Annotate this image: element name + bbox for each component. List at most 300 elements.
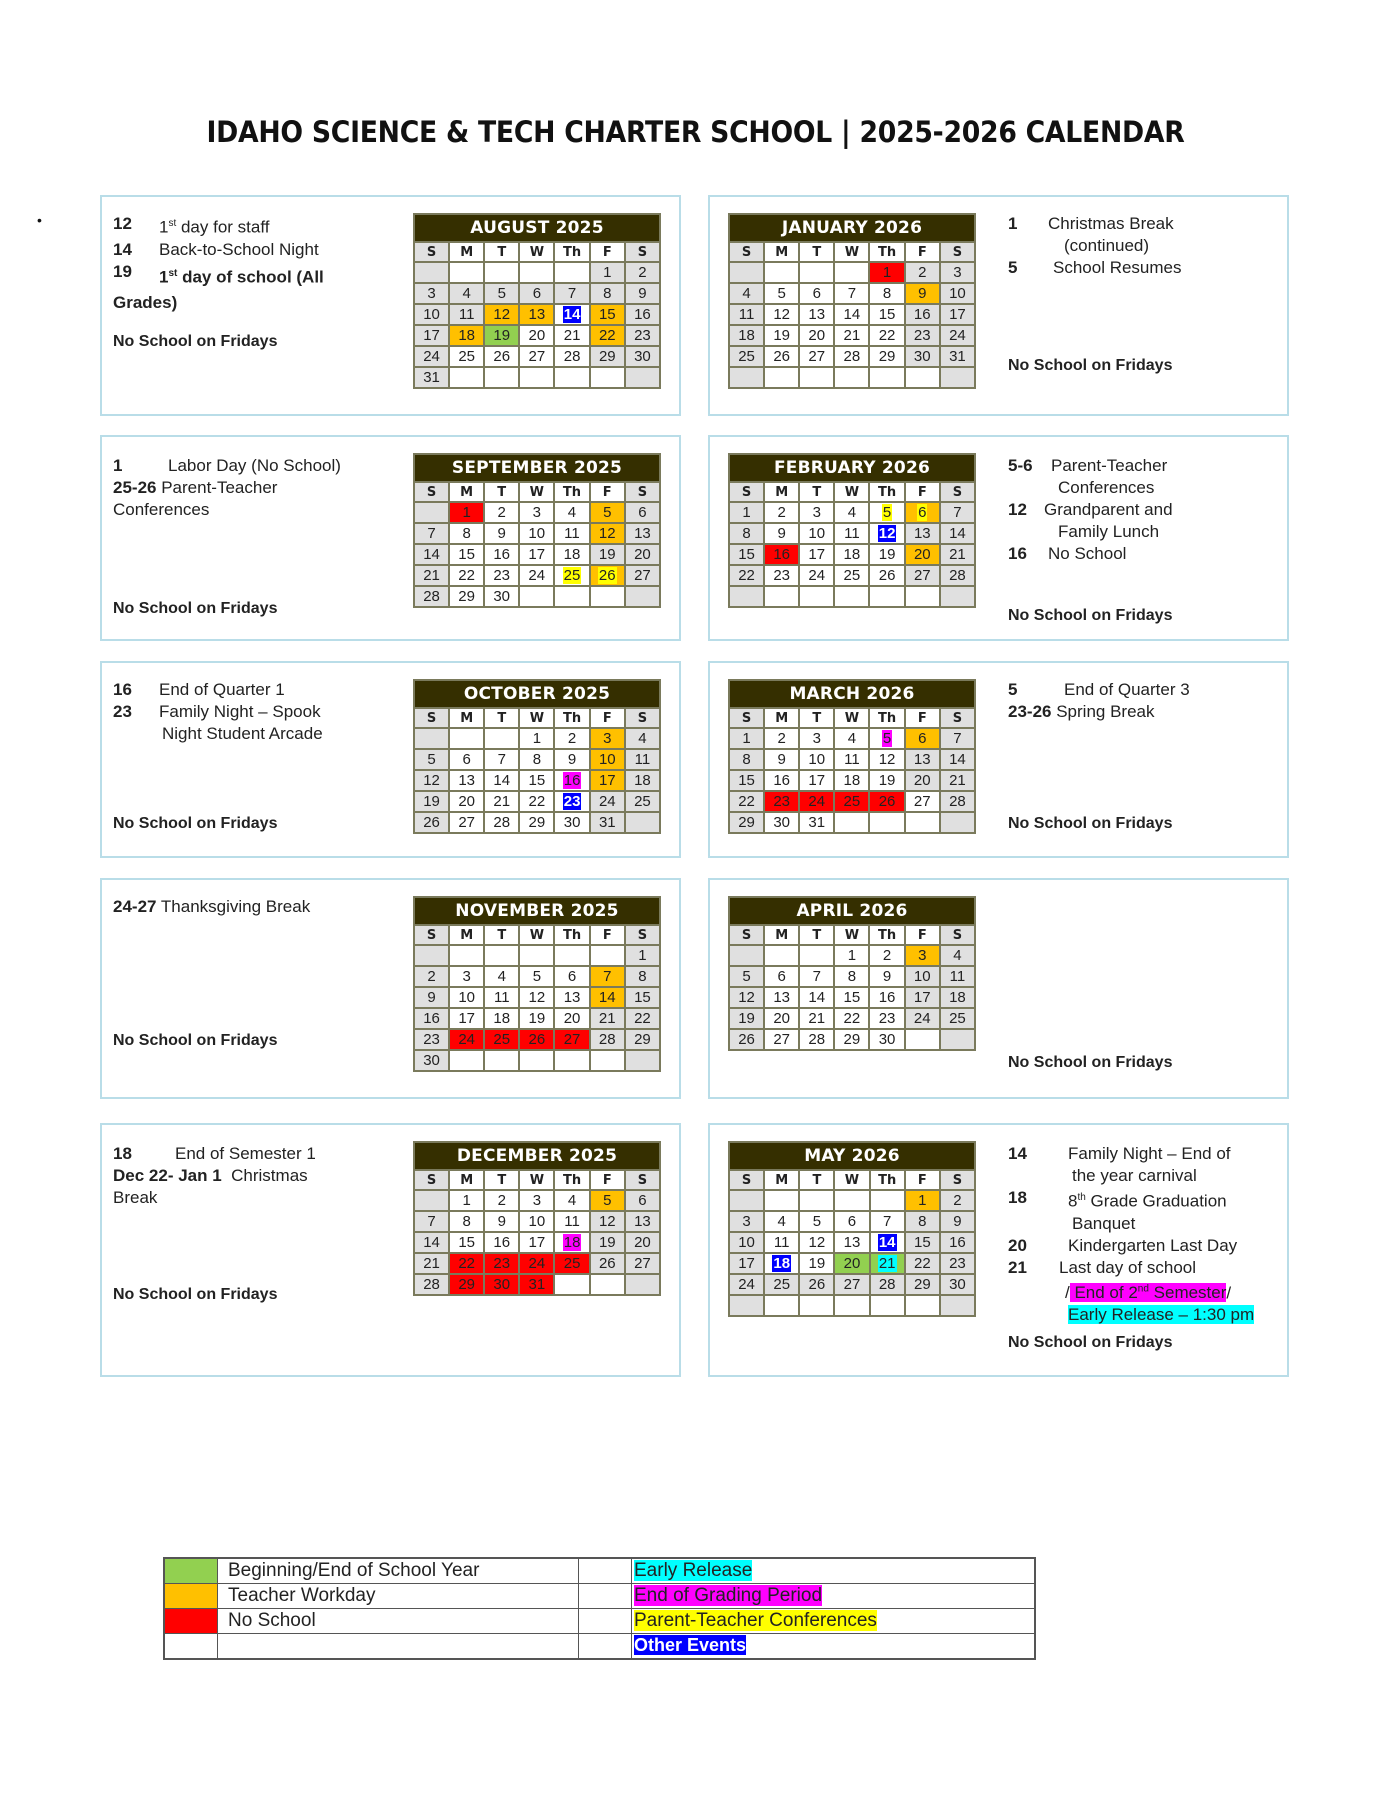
note-date: 18 [113, 1144, 132, 1163]
weekday-header: M [764, 1170, 799, 1190]
day-cell: 13 [764, 987, 799, 1008]
day-cell: 31 [940, 346, 975, 367]
note-date: 12 [113, 214, 132, 233]
week-row [729, 304, 975, 325]
day-cell [729, 262, 764, 283]
day-cell: 30 [554, 812, 589, 833]
day-cell: 1 [869, 262, 904, 283]
day-cell [729, 1295, 764, 1316]
day-cell: 17 [414, 325, 449, 346]
day-cell: 18 [449, 325, 484, 346]
panel-december-2025 [100, 1123, 681, 1377]
day-cell: 9 [484, 523, 519, 544]
day-cell: 21 [414, 565, 449, 586]
note-text: Christmas [231, 1166, 308, 1185]
day-cell [869, 586, 904, 607]
day-cell: 15 [729, 544, 764, 565]
day-cell: 1 [449, 502, 484, 523]
day-cell: 25 [625, 791, 660, 812]
day-cell: 8 [869, 283, 904, 304]
day-cell: 30 [869, 1029, 904, 1050]
weekday-header: M [449, 708, 484, 728]
note-date: 5 [1008, 680, 1018, 699]
day-cell: 6 [905, 728, 940, 749]
day-cell [729, 945, 764, 966]
day-cell: 18 [834, 544, 869, 565]
day-cell: 11 [764, 1232, 799, 1253]
weekday-header: T [799, 482, 834, 502]
note-item: 25-26 Parent-Teacher Conferences [113, 478, 278, 519]
day-cell: 4 [729, 283, 764, 304]
no-school-fridays: No School on Fridays [113, 815, 278, 832]
legend-swatch-green [164, 1558, 218, 1584]
month-title: SEPTEMBER 2025 [414, 454, 660, 482]
day-cell: 17 [905, 987, 940, 1008]
day-cell: 17 [729, 1253, 764, 1274]
day-cell [764, 586, 799, 607]
legend-label: Beginning/End of School Year [218, 1558, 579, 1584]
day-cell [869, 812, 904, 833]
day-cell: 23 [484, 565, 519, 586]
calendar-september-2025 [413, 453, 661, 608]
day-cell [449, 728, 484, 749]
note-item [113, 1143, 393, 1165]
day-cell: 17 [449, 1008, 484, 1029]
day-cell: 30 [940, 1274, 975, 1295]
panel-february-2026 [708, 435, 1289, 641]
day-cell: 7 [940, 502, 975, 523]
no-school-fridays: No School on Fridays [1008, 815, 1173, 832]
note-text: 1st day for staff [159, 217, 270, 237]
weekday-header: S [729, 925, 764, 945]
note-item [1008, 701, 1278, 723]
day-cell: 25 [940, 1008, 975, 1029]
day-cell [729, 586, 764, 607]
day-cell: 1 [834, 945, 869, 966]
note-text: Family Night – End of the year carnival [1068, 1144, 1231, 1185]
note-text: End of Quarter 3 [1064, 680, 1190, 699]
note-text: Kindergarten Last Day [1068, 1235, 1238, 1255]
day-cell: 27 [834, 1274, 869, 1295]
calendar-april-2026 [728, 896, 976, 1051]
day-cell: 14 [414, 544, 449, 565]
day-cell: 13 [905, 523, 940, 544]
day-cell: 22 [834, 1008, 869, 1029]
day-cell: 27 [799, 346, 834, 367]
panel-october-2025 [100, 661, 681, 858]
note-item [113, 239, 373, 261]
day-cell: 9 [554, 749, 589, 770]
day-cell [484, 945, 519, 966]
week-row [729, 283, 975, 304]
week-row [414, 565, 660, 586]
day-cell: 10 [519, 523, 554, 544]
weekday-header: W [519, 708, 554, 728]
day-cell: 31 [414, 367, 449, 388]
day-cell: 22 [905, 1253, 940, 1274]
day-cell [590, 945, 625, 966]
day-cell [729, 1190, 764, 1211]
day-cell [870, 1190, 905, 1211]
day-cell: 30 [484, 586, 519, 607]
note-date: 24-27 [113, 897, 157, 916]
day-cell: 25 [554, 1253, 589, 1274]
day-cell [870, 1295, 905, 1316]
weekday-header: W [834, 1170, 869, 1190]
day-cell: 3 [590, 728, 625, 749]
day-cell: 6 [834, 1211, 869, 1232]
day-cell [940, 1295, 975, 1316]
day-cell: 21 [940, 770, 975, 791]
day-cell: 30 [764, 812, 799, 833]
weekday-header: F [590, 925, 625, 945]
day-cell: 6 [799, 283, 834, 304]
note-text: 8th Grade Graduation Banquet [1068, 1191, 1227, 1233]
note-text-continued: Grades) [113, 293, 178, 313]
day-cell: 15 [834, 987, 869, 1008]
legend-label-conferences: Parent-Teacher Conferences [634, 1610, 877, 1631]
day-cell: 28 [940, 791, 975, 812]
day-cell: 9 [905, 283, 940, 304]
legend-label [218, 1634, 579, 1660]
day-cell [729, 367, 764, 388]
weekday-header: W [834, 482, 869, 502]
day-cell: 9 [764, 523, 799, 544]
day-cell [414, 1190, 449, 1211]
weekday-header: Th [554, 708, 589, 728]
day-cell: 11 [834, 749, 869, 770]
panel-march-2026 [708, 661, 1289, 858]
day-cell: 28 [554, 346, 589, 367]
day-cell: 11 [940, 966, 975, 987]
day-cell: 16 [940, 1232, 975, 1253]
day-cell: 8 [729, 523, 764, 544]
day-cell: 24 [729, 1274, 764, 1295]
day-cell [799, 1190, 834, 1211]
month-title: NOVEMBER 2025 [414, 897, 660, 925]
weekday-header: S [414, 1170, 449, 1190]
note-date: 23 [113, 702, 132, 721]
day-cell [414, 945, 449, 966]
day-cell: 3 [519, 502, 554, 523]
week-row [414, 1190, 660, 1211]
weekday-header: F [905, 482, 940, 502]
day-cell: 28 [484, 812, 519, 833]
note-text: Grandparent and Family Lunch [1044, 500, 1173, 541]
day-cell: 7 [414, 523, 449, 544]
day-cell: 5 [519, 966, 554, 987]
day-cell: 27 [625, 565, 660, 586]
day-cell: 23 [414, 1029, 449, 1050]
weekday-header: S [414, 925, 449, 945]
day-cell [764, 945, 799, 966]
note-date: 5-6 [1008, 456, 1033, 475]
weekday-header: W [519, 482, 554, 502]
day-cell: 7 [554, 283, 589, 304]
day-cell: 5 [484, 283, 519, 304]
day-cell: 16 [764, 770, 799, 791]
day-cell [590, 1050, 625, 1071]
day-cell: 14 [834, 304, 869, 325]
day-cell [625, 1274, 660, 1295]
day-cell: 22 [519, 791, 554, 812]
day-cell: 8 [905, 1211, 940, 1232]
note-text: No School [1048, 544, 1127, 563]
weekday-header: S [729, 482, 764, 502]
month-title: JANUARY 2026 [729, 214, 975, 242]
day-cell [799, 262, 834, 283]
day-cell: 10 [449, 987, 484, 1008]
week-row [414, 728, 660, 749]
day-cell: 15 [519, 770, 554, 791]
day-cell: 12 [590, 523, 625, 544]
day-cell: 25 [834, 791, 869, 812]
week-row [414, 502, 660, 523]
day-cell: 4 [554, 1190, 589, 1211]
day-cell [590, 1274, 625, 1295]
day-cell: 31 [519, 1274, 554, 1295]
day-cell: 5 [764, 283, 799, 304]
day-cell: 5 [799, 1211, 834, 1232]
day-cell [554, 1274, 589, 1295]
day-cell: 20 [834, 1253, 869, 1274]
weekday-header: S [414, 242, 449, 262]
september-notes [113, 455, 393, 617]
day-cell: 29 [625, 1029, 660, 1050]
day-cell [484, 367, 519, 388]
week-row [729, 565, 975, 586]
day-cell: 1 [729, 502, 764, 523]
day-cell: 6 [554, 966, 589, 987]
day-cell [799, 945, 834, 966]
day-cell [905, 367, 940, 388]
day-cell [625, 586, 660, 607]
note-text: 1st day of school (All [159, 267, 324, 287]
note-item [1008, 679, 1278, 701]
day-cell: 9 [869, 966, 904, 987]
calendar-august-2025 [413, 213, 661, 389]
note-date: 1 [113, 456, 123, 475]
day-cell: 25 [449, 346, 484, 367]
day-cell: 10 [414, 304, 449, 325]
weekday-header: W [834, 708, 869, 728]
day-cell: 19 [869, 770, 904, 791]
day-cell: 19 [484, 325, 519, 346]
day-cell: 7 [590, 966, 625, 987]
month-title: FEBRUARY 2026 [729, 454, 975, 482]
note-item [1008, 1187, 1283, 1235]
day-cell: 22 [590, 325, 625, 346]
day-cell: 27 [764, 1029, 799, 1050]
panel-january-2026 [708, 195, 1289, 416]
day-cell: 10 [905, 966, 940, 987]
day-cell: 10 [590, 749, 625, 770]
day-cell: 18 [940, 987, 975, 1008]
day-cell: 11 [834, 523, 869, 544]
day-cell: 14 [940, 749, 975, 770]
weekday-header: T [484, 242, 519, 262]
month-title: APRIL 2026 [729, 897, 975, 925]
day-cell [625, 367, 660, 388]
week-row [414, 1008, 660, 1029]
day-cell: 20 [905, 544, 940, 565]
day-cell: 3 [449, 966, 484, 987]
panel-august-2025 [100, 195, 681, 416]
note-date: 19 [113, 261, 132, 281]
day-cell: 18 [764, 1253, 799, 1274]
day-cell [940, 1029, 975, 1050]
day-cell: 1 [590, 262, 625, 283]
day-cell [834, 1190, 869, 1211]
day-cell: 30 [625, 346, 660, 367]
day-cell: 4 [764, 1211, 799, 1232]
day-cell [449, 262, 484, 283]
note-date: 5 [1008, 258, 1018, 277]
day-cell: 29 [729, 812, 764, 833]
note-text: Christmas Break (continued) [1048, 214, 1174, 255]
week-row [729, 791, 975, 812]
day-cell [519, 1050, 554, 1071]
week-row [729, 586, 975, 607]
day-cell: 13 [799, 304, 834, 325]
week-row [729, 728, 975, 749]
calendar-december-2025 [413, 1141, 661, 1296]
week-row [414, 1232, 660, 1253]
note-text: End of Quarter 1 [159, 680, 285, 699]
day-cell: 28 [870, 1274, 905, 1295]
day-cell: 17 [940, 304, 975, 325]
note-text: Parent-Teacher Conferences [1051, 456, 1168, 497]
weekday-header: T [799, 708, 834, 728]
day-cell: 19 [590, 1232, 625, 1253]
week-row [414, 325, 660, 346]
day-cell: 17 [519, 544, 554, 565]
day-cell: 11 [554, 523, 589, 544]
week-row [729, 770, 975, 791]
note-date: 16 [113, 680, 132, 699]
day-cell: 13 [625, 523, 660, 544]
weekday-header: F [590, 482, 625, 502]
month-title: MARCH 2026 [729, 680, 975, 708]
weekday-header: S [940, 1170, 975, 1190]
legend-label-other-events: Other Events [634, 1635, 747, 1655]
day-cell: 3 [940, 262, 975, 283]
day-cell: 24 [414, 346, 449, 367]
day-cell: 23 [764, 565, 799, 586]
february-notes [1008, 455, 1278, 624]
note-item: Dec 22- Jan 1 Christmas Break [113, 1166, 308, 1207]
day-cell: 16 [554, 770, 589, 791]
day-cell: 21 [834, 325, 869, 346]
note-text: Family Night – Spook Night Student Arcade [159, 702, 323, 743]
note-date: 25-26 [113, 478, 157, 497]
day-cell: 10 [940, 283, 975, 304]
day-cell [449, 1050, 484, 1071]
day-cell [519, 945, 554, 966]
day-cell: 3 [905, 945, 940, 966]
day-cell [484, 1050, 519, 1071]
weekday-header: M [764, 242, 799, 262]
day-cell [519, 262, 554, 283]
weekday-header: T [484, 708, 519, 728]
week-row [729, 262, 975, 283]
week-row [414, 770, 660, 791]
day-cell: 2 [484, 502, 519, 523]
day-cell: 21 [799, 1008, 834, 1029]
weekday-header: M [764, 708, 799, 728]
day-cell: 31 [590, 812, 625, 833]
legend-row [164, 1584, 1035, 1609]
week-row [414, 586, 660, 607]
weekday-header: M [449, 482, 484, 502]
day-cell: 23 [484, 1253, 519, 1274]
day-cell: 22 [449, 1253, 484, 1274]
day-cell [834, 262, 869, 283]
day-cell: 2 [625, 262, 660, 283]
day-cell: 24 [799, 791, 834, 812]
day-cell [554, 945, 589, 966]
day-cell: 11 [554, 1211, 589, 1232]
day-cell [764, 262, 799, 283]
day-cell: 17 [590, 770, 625, 791]
day-cell: 27 [554, 1029, 589, 1050]
day-cell [764, 367, 799, 388]
day-cell [554, 262, 589, 283]
note-item [1008, 213, 1278, 257]
note-date: 21 [1008, 1257, 1027, 1277]
day-cell: 4 [484, 966, 519, 987]
day-cell: 6 [519, 283, 554, 304]
week-row [729, 966, 975, 987]
week-row [414, 544, 660, 565]
day-cell: 2 [484, 1190, 519, 1211]
note-date: 14 [113, 239, 132, 259]
weekday-header: T [484, 1170, 519, 1190]
day-cell: 23 [625, 325, 660, 346]
day-cell: 20 [625, 544, 660, 565]
note-date: 1 [1008, 214, 1018, 233]
weekday-header: F [590, 1170, 625, 1190]
note-item [113, 261, 373, 291]
day-cell: 13 [449, 770, 484, 791]
calendar-october-2025 [413, 679, 661, 834]
day-cell: 30 [484, 1274, 519, 1295]
day-cell: 18 [554, 544, 589, 565]
weekday-header: S [940, 708, 975, 728]
day-cell: 19 [729, 1008, 764, 1029]
day-cell: 5 [869, 728, 904, 749]
weekday-header: Th [554, 242, 589, 262]
day-cell: 28 [940, 565, 975, 586]
weekday-header: S [414, 482, 449, 502]
weekday-header: Th [869, 482, 904, 502]
weekday-header: W [834, 242, 869, 262]
day-cell: 26 [414, 812, 449, 833]
day-cell: 19 [519, 1008, 554, 1029]
day-cell: 8 [590, 283, 625, 304]
day-cell: 16 [484, 544, 519, 565]
weekday-header: S [940, 242, 975, 262]
day-cell: 13 [834, 1232, 869, 1253]
weekday-header: Th [869, 708, 904, 728]
may-notes [1008, 1143, 1283, 1351]
day-cell: 18 [554, 1232, 589, 1253]
day-cell: 13 [554, 987, 589, 1008]
week-row [729, 1211, 975, 1232]
day-cell: 15 [590, 304, 625, 325]
day-cell: 9 [625, 283, 660, 304]
day-cell [764, 1295, 799, 1316]
